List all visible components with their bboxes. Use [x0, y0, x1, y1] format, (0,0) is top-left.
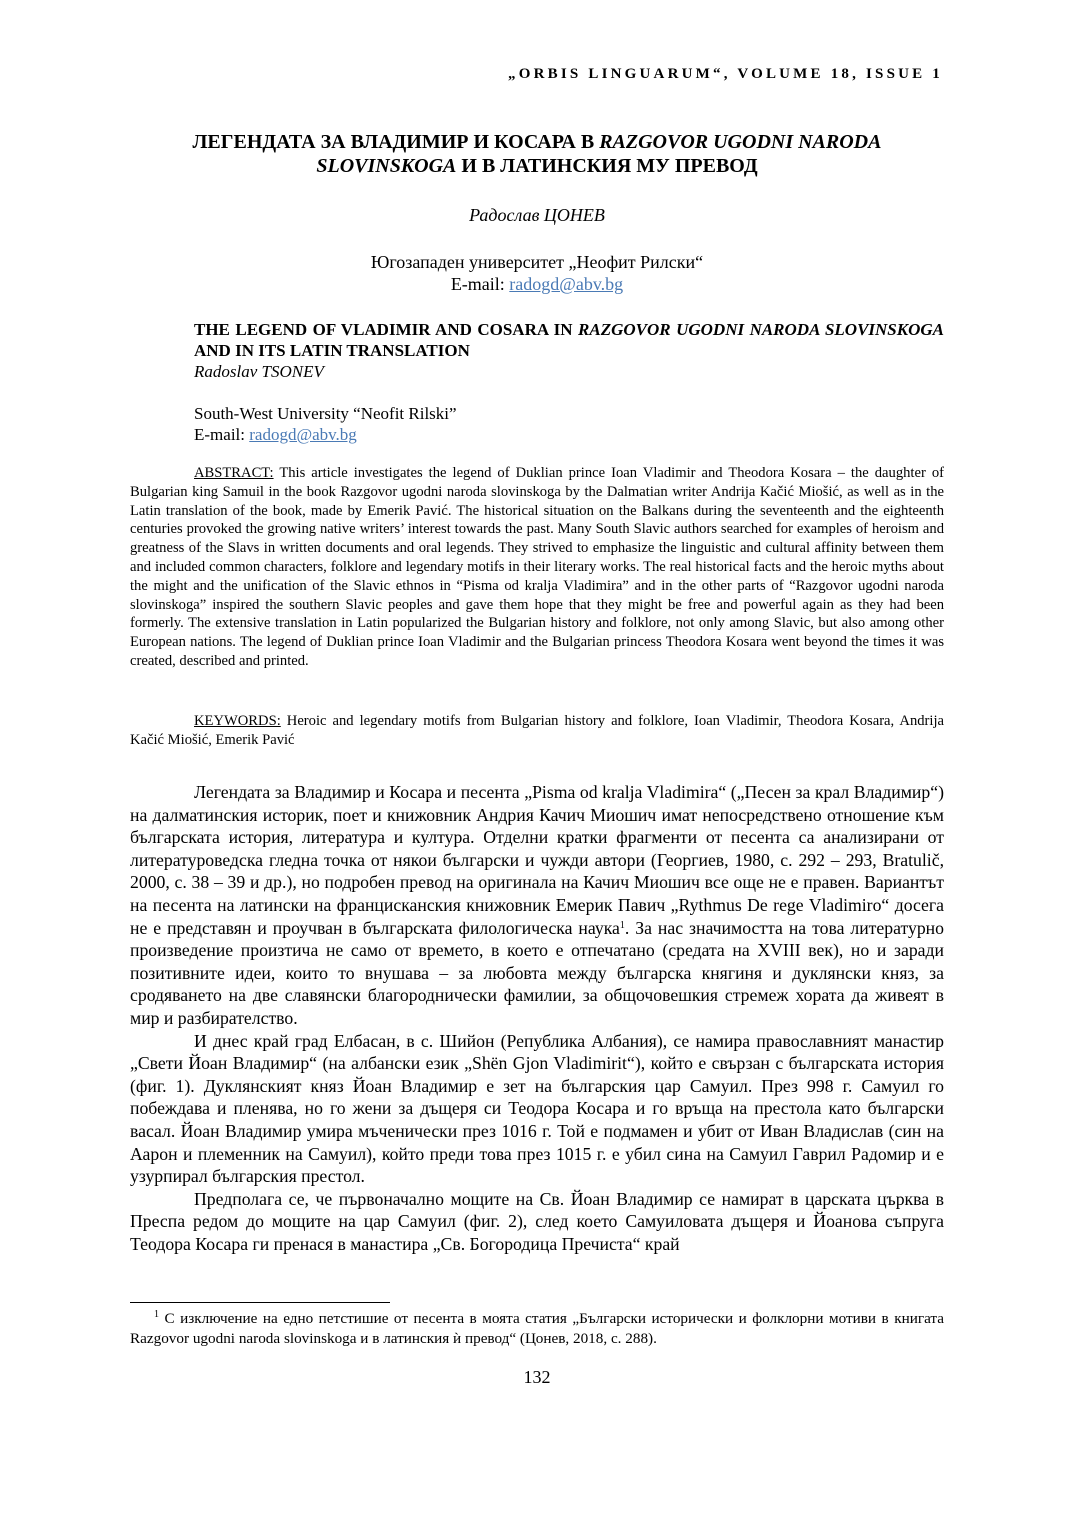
abstract-text: This article investigates the legend of Duklian prince Ioan Vladimir and Theodora Kosara – the daughter of Bulgarian king Samuil in the book Razgovor ugodni naroda slovinskoga by the Dalmatian writer Andrija Kačić Miošić, as well as in the Latin translation of the book, made by Emerik Pavić. The historical situation on the Balkans during the seventeenth and the eighteenth centuries provoked the growing native writers’ interest towards the past. Many South Slavic authors searched for examples of heroism and greatness of the Slavs in written documents and oral legends. They strived to emphasize the linguistic and cultural affinity between them and included common characters, folklore and legendary motifs in their literary works. The real historical facts and the heroic myths about the might and the unification of the Slavic ethnos in “Pisma od kralja Vladimira” and in the other parts of “Razgovor ugodni naroda slovinskoga” inspired the southern Slavic peoples and gave them hope that they might be free and powerful again as they had been formerly. The extensive translation in Latin popularized the Bulgarian history and folklore, not only among Slavic, but also among other European nations. The legend of Duklian prince Ioan Vladimir and the Bulgarian princess Theodora Kosara went beyond the times it was created, described and printed.: [130, 465, 944, 669]
english-title-part-2: AND IN ITS LATIN TRANSLATION: [194, 341, 470, 360]
english-email-line: [194, 424, 944, 445]
paragraph-1-text-b: . За нас значимостта на това литературно произведение произтича не само от времето, в което е отпечатано (средата на XVIII век), но и заради позитивните идеи, които то внушава – за любовта между българска княгиня и дуклянски княз, за сродяването на две славянски благороднически фамилии, за общочовешкия стремеж хората да живеят в мир и разбирателство.: [130, 917, 944, 1028]
affiliation: [130, 251, 944, 295]
keywords: [130, 712, 944, 750]
email-link[interactable]: radogd@abv.bg: [509, 274, 624, 294]
english-title: [194, 319, 944, 361]
english-author: Radoslav TSONEV: [194, 362, 324, 381]
running-header: „ORBIS LINGUARUM“, VOLUME 18, ISSUE 1: [508, 66, 943, 82]
paragraph-2: И днес край град Елбасан, в с. Шийон (Република Албания), се намира православният манастир „Свети Йоан Владимир“ (на албански език „Shën Gjon Vladimirit“), който е свързан с българската история (фиг. 1). Дуклянският княз Йоан Владимир е зет на българския цар Самуил. През 998 г. Самуил го побеждава и пленява, но го жени за дъщеря си Теодора Косара и го връща на престола като български васал. Йоан Владимир умира мъченически през 1016 г. Той е подмамен и убит от Иван Владислав (син на Аарон и племенник на Самуил), който преди това през 1015 г. е убил сина на Самуил Гаврил Радомир и е узурпирал българския престол.: [130, 1030, 944, 1187]
abstract: [130, 464, 944, 671]
abstract-label: ABSTRACT:: [194, 465, 274, 481]
english-email-link[interactable]: radogd@abv.bg: [249, 425, 357, 444]
english-university: South-West University “Neofit Rilski”: [194, 404, 457, 423]
author-name: Радослав ЦОНЕВ: [469, 205, 605, 225]
keywords-label: KEYWORDS:: [194, 713, 281, 729]
paragraph-3: Предполага се, че първоначално мощите на Св. Йоан Владимир се намират в царската църква в Преспа редом до мощите на цар Самуил (фиг. 2), след което Самуиловата дъщеря и Йоанова съпруга Теодора Косара ги пренася в манастира „Св. Богородица Пречиста“ край: [130, 1188, 944, 1254]
title-part-2: И В ЛАТИНСКИЯ МУ ПРЕВОД: [456, 155, 758, 177]
keywords-text: Heroic and legendary motifs from Bulgarian history and folklore, Ioan Vladimir, Theodora Kosara, Andrija Kačić Miošić, Emerik Pavić: [130, 713, 944, 748]
english-title-italic: RAZGOVOR UGODNI NARODA SLOVINSKOGA: [578, 320, 944, 339]
paragraph-1-text-a: Легендата за Владимир и Косара и песента „Pisma od kralja Vladimira“ („Песен за крал Владимир“) на далматинския историк, поет и книжовник Андрия Качич Миошич имат непосредствено отношение към българската история, литература и култура. Отделни кратки фрагменти от песента са анализирани от литературоведска гледна точка от някои български и чужди автори (Георгиев, 1980, с. 292 – 293, Bratulič, 2000, с. 38 – 39 и др.), но подробен превод на оригинала на Качич Миошич все още не е правен. Вариантът на песента на латински на францисканския книжовник Емерик Павич „Rythmus De rege Vladimiro“ досега не е представян и проучван в българската филологическа наука: [130, 782, 944, 938]
university-name: Югозападен университет „Неофит Рилски“: [370, 252, 704, 272]
footnote-reference[interactable]: 1: [619, 919, 625, 931]
email-label: E-mail:: [450, 274, 510, 294]
english-title-part-1: THE LEGEND OF VLADIMIR AND COSARA IN: [194, 320, 579, 339]
title-italic: RAZGOVOR UGODNI NARODA SLOVINSKOGA: [316, 131, 882, 177]
footnote: [130, 1309, 944, 1348]
paragraph-1: [130, 781, 944, 1030]
body-text: [130, 781, 944, 1255]
article-title: [130, 130, 944, 178]
footnote-mark: 1: [154, 1309, 159, 1320]
page-number: 132: [523, 1367, 551, 1387]
footnote-text: С изключение на едно петстишие от песента в моята статия „Български исторически и фолклорни мотиви в книгата Razgovor ugodni naroda slovinskoga и в латинския ѝ превод“ (Цонев, 2018, с. 288).: [130, 1310, 944, 1347]
title-part-1: ЛЕГЕНДАТА ЗА ВЛАДИМИР И КОСАРА В: [192, 131, 600, 153]
english-affiliation: [194, 403, 944, 445]
email-line: [130, 273, 944, 295]
english-title-block: [194, 319, 944, 444]
english-email-label: E-mail:: [194, 425, 250, 444]
footnote-divider: [130, 1302, 390, 1303]
